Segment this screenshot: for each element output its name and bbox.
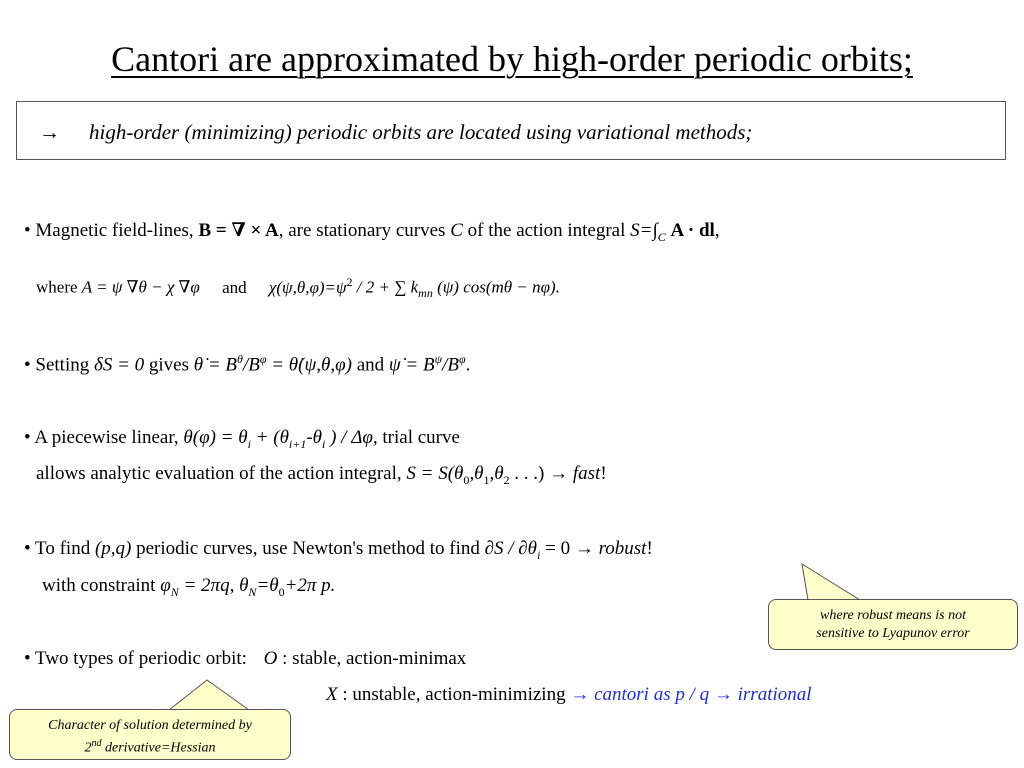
bullet-orbit-types-cont: X : unstable, action-minimizing → cantori as p / q → irrational [326,684,812,705]
summary-text: high-order (minimizing) periodic orbits are located using variational methods; [89,120,753,144]
callout-hessian-box: Character of solution determined by 2nd derivative=Hessian [9,709,291,760]
callout-hessian [9,680,291,762]
callout-robust-box: where robust means is not sensitive to Lyapunov error [768,599,1018,650]
bullet-newton: • To find (p,q) periodic curves, use Newton's method to find $\partial S / \partial\theta_i = 0$ → robust! [24,538,653,562]
bullet-setting: • Setting δS = 0 gives θ̇ = $B^\theta/B^\varphi$ = θ̇(ψ,θ,φ) and ψ̇ = $B^\psi/B^\varphi$. [24,352,471,376]
bullet-newton-constraint: with constraint $\varphi_N = 2\pi q$, $\theta_N=\theta_0+2\pi$ p. [42,575,336,599]
bullet-piecewise-cont: allows analytic evaluation of the action integral, $S = S(\theta_0,\theta_1,\theta_2$ . . .) → fast! [36,463,607,487]
bullet-field-lines: • Magnetic field-lines, B = ∇ × A, are stationary curves C of the action integral $S=\int_C$ A · dl, [24,220,720,244]
slide-title: Cantori are approximated by high-order periodic orbits; [111,39,913,79]
where-clause: where A = ψ ∇θ − χ ∇φ and $\chi(\psi,\theta,\varphi)=\psi^2 / 2$ + ∑ $k_{mn}$ (ψ) cos(mθ − nφ). [36,275,560,301]
callout-robust [768,564,1018,650]
bullet-piecewise: • A piecewise linear, $\theta(\varphi) = \theta_i + (\theta_{i+1}-\theta_i$ ) / Δφ, trial curve [24,427,460,451]
summary-box [16,101,1006,160]
right-arrow-icon: → [39,120,60,144]
bullet-orbit-types: • Two types of periodic orbit: O : stable, action-minimax [24,648,467,669]
